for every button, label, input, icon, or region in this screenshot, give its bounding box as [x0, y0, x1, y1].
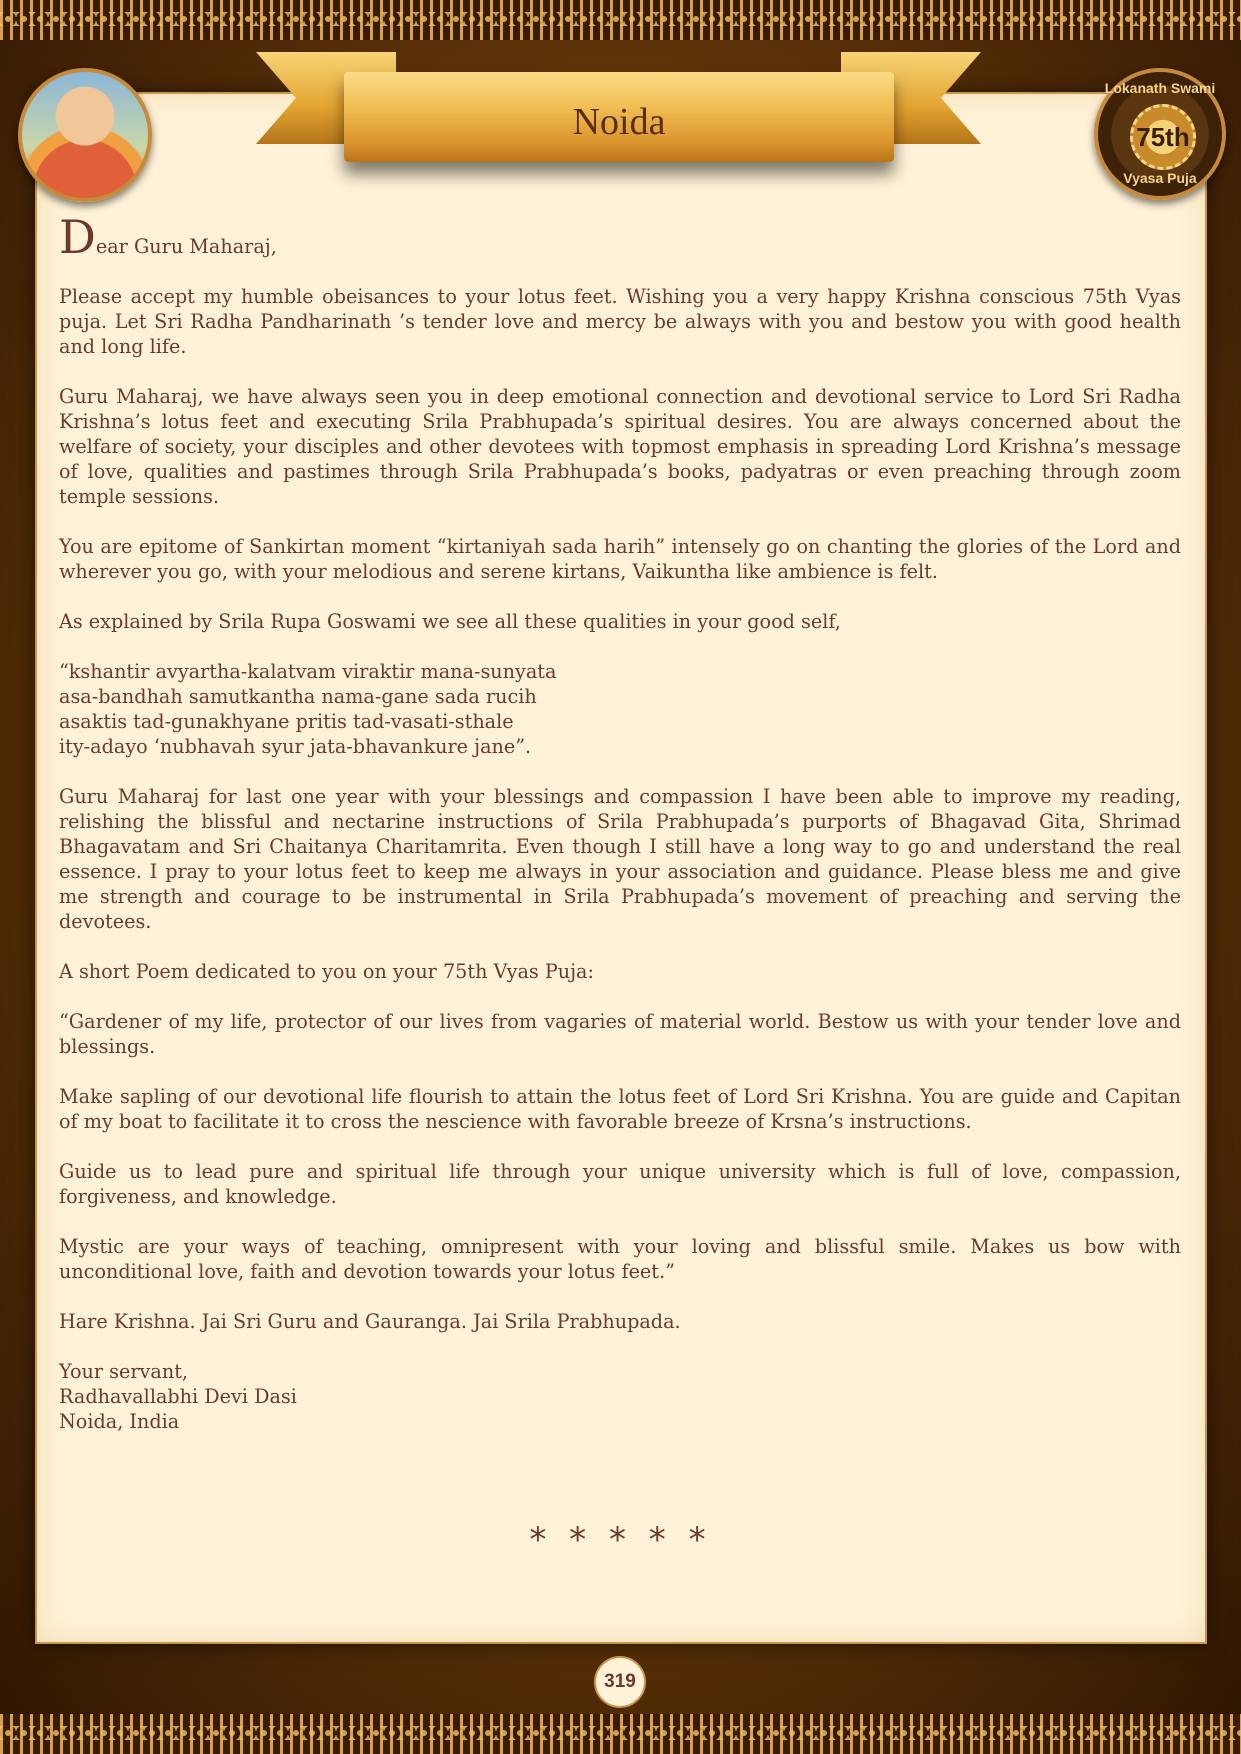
verse-line: asa-bandhah samutkantha nama-gane sada rucih	[59, 685, 537, 708]
page-number: 319	[594, 1656, 646, 1708]
signature-block	[59, 1359, 1181, 1434]
title-ribbon	[256, 50, 981, 180]
paragraph: Guide us to lead pure and spiritual life through your unique university which is full of love, compassion, forgiveness, and knowledge.	[59, 1160, 1181, 1208]
paragraph: Guru Maharaj, we have always seen you in deep emotional connection and devotional service to Lord Sri Radha Krishna’s lotus feet and executing Srila Prabhupada’s spiritual desires. You are always concerned about the welfare of society, your disciples and other devotees with topmost emphasis in spreading Lord Krishna’s message of love, qualities and pastimes through Srila Prabhupada’s books, padyatras or even preaching through zoom temple sessions.	[59, 385, 1181, 508]
salutation-text: ear Guru Maharaj,	[95, 235, 277, 258]
verse-line: ity-adayo ‘nubhavah syur jata-bhavankure jane”.	[59, 735, 532, 758]
paragraph: A short Poem dedicated to you on your 75th Vyas Puja:	[59, 960, 594, 983]
decorative-border-top	[0, 0, 1241, 40]
badge-bottom-text: Vyasa Puja	[1123, 170, 1197, 186]
section-separator: * * * * *	[529, 1520, 712, 1560]
paragraph: Hare Krishna. Jai Sri Guru and Gauranga. Jai Srila Prabhupada.	[59, 1310, 681, 1333]
letter-body	[59, 210, 1181, 1459]
badge-top-text: Lokanath Swami	[1104, 80, 1216, 96]
verse-line: “kshantir avyartha-kalatvam viraktir mana-sunyata	[59, 660, 557, 683]
ribbon-body	[344, 72, 894, 162]
paragraph: Make sapling of our devotional life flourish to attain the lotus feet of Lord Sri Krishna. You are guide and Capitan of my boat to facilitate it to cross the nescience with favorable breeze of Krsna’s instructions.	[59, 1085, 1181, 1133]
paragraph: You are epitome of Sankirtan moment “kirtaniyah sada harih” intensely go on chanting the glories of the Lord and wherever you go, with your melodious and serene kirtans, Vaikuntha like ambience is felt.	[59, 535, 1181, 583]
signoff-name: Radhavallabhi Devi Dasi	[59, 1385, 297, 1408]
guru-portrait-avatar	[18, 68, 152, 202]
paragraph: “Gardener of my life, protector of our lives from vagaries of material world. Bestow us with your tender love and blessings.	[59, 1010, 1181, 1058]
paragraph: Mystic are your ways of teaching, omnipresent with your loving and blissful smile. Makes us bow with unconditional love, faith and devotion towards your lotus feet.”	[59, 1235, 1181, 1283]
signoff-location: Noida, India	[59, 1410, 180, 1433]
signoff-line: Your servant,	[59, 1360, 188, 1383]
badge-number: 75th	[1130, 104, 1196, 170]
paragraph: As explained by Srila Rupa Goswami we see all these qualities in your good self,	[59, 610, 841, 633]
paragraph: Guru Maharaj for last one year with your blessings and compassion I have been able to improve my reading, relishing the blissful and nectarine instructions of Srila Prabhupada’s purports of Bhagavad Gita, Shrimad Bhagavatam and Sri Chaitanya Charitamrita. Even though I still have a long way to go and understand the real essence. I pray to your lotus feet to keep me always in your association and guidance. Please bless me and give me strength and courage to be instrumental in Srila Prabhupada’s movement of preaching and serving the devotees.	[59, 785, 1181, 933]
drop-cap: D	[59, 210, 96, 264]
decorative-border-bottom	[0, 1714, 1241, 1754]
salutation	[59, 210, 1181, 264]
paragraph: Please accept my humble obeisances to your lotus feet. Wishing you a very happy Krishna conscious 75th Vyas puja. Let Sri Radha Pandharinath ’s tender love and mercy be always with you and bestow you with good health and long life.	[59, 285, 1181, 358]
page-title: Noida	[572, 101, 666, 143]
anniversary-badge	[1094, 68, 1226, 200]
verse-line: asaktis tad-gunakhyane pritis tad-vasati-sthale	[59, 710, 514, 733]
verse-block	[59, 659, 1181, 759]
